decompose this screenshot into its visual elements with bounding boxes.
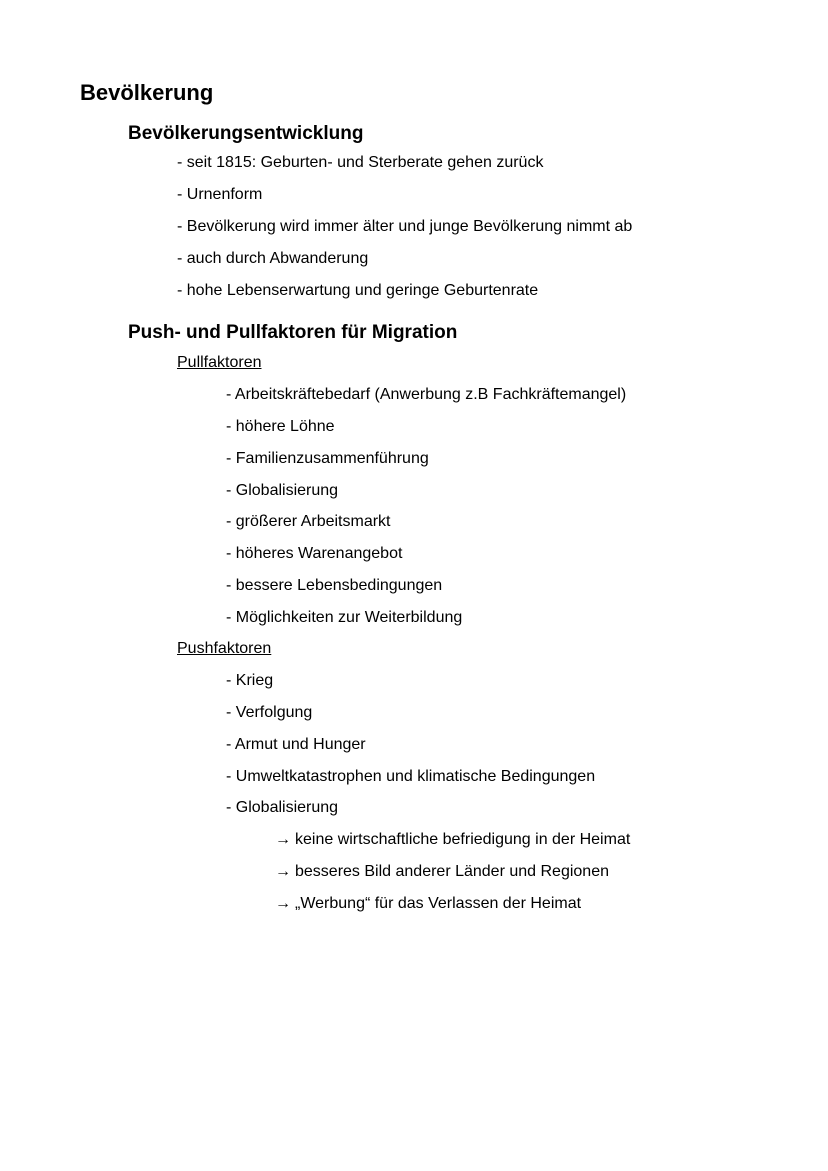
list-item: - Bevölkerung wird immer älter und junge Bevölkerung nimmt ab — [177, 218, 633, 235]
list-item: - Arbeitskräftebedarf (Anwerbung z.B Fachkräftemangel) — [226, 386, 627, 403]
section-heading-push-pull: Push- und Pullfaktoren für Migration — [128, 322, 458, 343]
list-item: - bessere Lebensbedingungen — [226, 577, 443, 594]
list-item: - Krieg — [226, 672, 274, 689]
list-item: - Verfolgung — [226, 704, 313, 721]
arrow-list-item — [275, 830, 630, 850]
list-item: - Globalisierung — [226, 482, 339, 499]
list-item: - Familienzusammenführung — [226, 450, 429, 467]
subheading-pullfaktoren: Pullfaktoren — [177, 354, 262, 371]
section-heading-bevoelkerungsentwicklung: Bevölkerungsentwicklung — [128, 123, 364, 144]
list-item: - Globalisierung — [226, 799, 339, 816]
list-item: - Umweltkatastrophen und klimatische Bedingungen — [226, 768, 596, 785]
list-item: - Möglichkeiten zur Weiterbildung — [226, 609, 463, 626]
subheading-pushfaktoren: Pushfaktoren — [177, 640, 272, 657]
arrow-right-icon: → — [275, 863, 291, 880]
list-item: - höhere Löhne — [226, 418, 335, 435]
list-item: - hohe Lebenserwartung und geringe Geburtenrate — [177, 282, 539, 299]
arrow-list-item-text: keine wirtschaftliche befriedigung in der Heimat — [295, 831, 631, 848]
arrow-list-item — [275, 862, 609, 882]
list-item: - größerer Arbeitsmarkt — [226, 513, 391, 530]
arrow-list-item — [275, 894, 581, 914]
arrow-right-icon: → — [275, 831, 291, 848]
arrow-right-icon: → — [275, 895, 291, 912]
list-item: - höheres Warenangebot — [226, 545, 403, 562]
list-item: - auch durch Abwanderung — [177, 250, 369, 267]
list-item: - seit 1815: Geburten- und Sterberate gehen zurück — [177, 154, 544, 171]
list-item: - Armut und Hunger — [226, 736, 366, 753]
page-title: Bevölkerung — [80, 80, 214, 105]
arrow-list-item-text: „Werbung“ für das Verlassen der Heimat — [295, 895, 582, 912]
arrow-list-item-text: besseres Bild anderer Länder und Regionen — [295, 863, 609, 880]
list-item: - Urnenform — [177, 186, 263, 203]
